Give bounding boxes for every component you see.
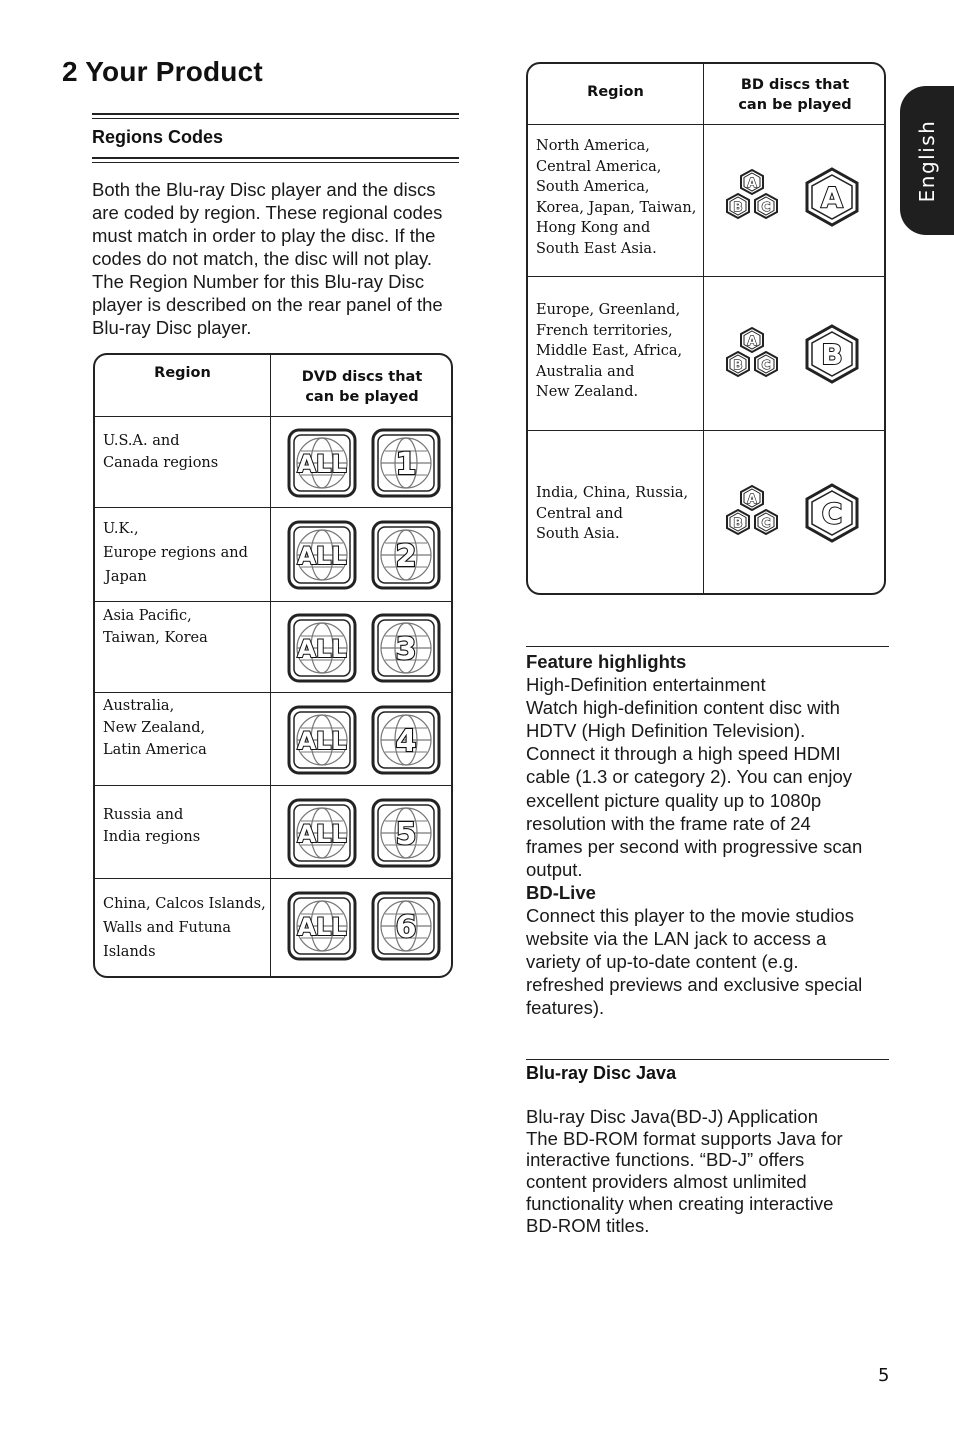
feature-line: resolution with the frame rate of 24 bbox=[526, 812, 811, 834]
bd-multi-code: C bbox=[761, 358, 771, 372]
bd-multi-code: C bbox=[761, 200, 771, 214]
dvd-region-code-icon bbox=[371, 613, 441, 683]
cell-line: Europe, Greenland, bbox=[536, 302, 681, 318]
dvd-col-region-header: Region bbox=[154, 365, 211, 381]
cell-line: Europe regions and bbox=[103, 545, 248, 561]
dvd-region-cell bbox=[103, 695, 207, 761]
java-heading: Blu-ray Disc Java bbox=[526, 1063, 677, 1083]
dvd-region-number: 5 bbox=[395, 817, 417, 852]
java-line: BD-ROM titles. bbox=[526, 1214, 650, 1236]
cell-line: Central and bbox=[536, 505, 623, 522]
table-row-line bbox=[528, 276, 884, 277]
bd-abc-multi-region-icon bbox=[721, 484, 783, 542]
dvd-all-region-icon bbox=[287, 613, 357, 683]
intro-line: must match in order to play the disc. If the bbox=[92, 225, 436, 246]
java-paragraph bbox=[526, 1106, 898, 1236]
cell-line: Taiwan, Korea bbox=[103, 630, 208, 646]
java-line: The BD-ROM format supports Java for bbox=[526, 1127, 843, 1149]
intro-line: player is described on the rear panel of the bbox=[92, 294, 443, 315]
feature-line: HDTV (High Definition Television). bbox=[526, 720, 806, 742]
bd-col-discs-header bbox=[704, 75, 886, 115]
bd-abc-multi-region-icon bbox=[721, 168, 783, 226]
dvd-region-number: 6 bbox=[395, 910, 417, 945]
dvd-all-label: ALL bbox=[297, 913, 347, 941]
bd-col-region-header: Region bbox=[587, 84, 644, 100]
dvd-all-region-icon bbox=[287, 520, 357, 590]
dvd-all-label: ALL bbox=[297, 820, 347, 848]
bd-col-discs-header-line: can be played bbox=[738, 97, 852, 113]
heading-rule-top bbox=[92, 113, 459, 119]
cell-line: South America, bbox=[536, 179, 650, 196]
cell-line: Australia and bbox=[536, 363, 635, 380]
hd-title: High-Definition entertainment bbox=[526, 674, 766, 696]
feature-line: Watch high-definition content disc with bbox=[526, 697, 840, 719]
dvd-region-code-icon bbox=[371, 798, 441, 868]
dvd-region-table bbox=[93, 353, 453, 978]
java-line: functionality when creating interactive bbox=[526, 1192, 834, 1214]
feature-line: cable (1.3 or category 2). You can enjoy bbox=[526, 766, 853, 788]
cell-line: India, China, Russia, bbox=[536, 485, 689, 501]
dvd-all-region-icon bbox=[287, 428, 357, 498]
bd-region-letter: B bbox=[821, 338, 843, 371]
table-column-divider bbox=[270, 355, 271, 976]
dvd-col-discs-header-line: can be played bbox=[305, 389, 419, 405]
cell-line: South East Asia. bbox=[536, 240, 657, 257]
dvd-all-label: ALL bbox=[297, 635, 347, 663]
bd-region-table bbox=[526, 62, 886, 595]
feature-highlights bbox=[526, 650, 898, 1020]
cell-line: French territories, bbox=[536, 322, 673, 339]
dvd-col-discs-header bbox=[271, 367, 453, 407]
bdlive-title: BD-Live bbox=[526, 881, 596, 903]
dvd-all-region-icon bbox=[287, 891, 357, 961]
table-row-line bbox=[95, 692, 451, 693]
regions-intro bbox=[92, 178, 464, 339]
cell-line: U.K., bbox=[103, 521, 139, 537]
java-line: interactive functions. “BD-J” offers bbox=[526, 1149, 805, 1171]
feature-line: variety of up-to-date content (e.g. bbox=[526, 951, 799, 973]
language-label: English bbox=[915, 119, 939, 202]
java-line: Blu-ray Disc Java(BD-J) Application bbox=[526, 1106, 818, 1127]
dvd-region-number: 2 bbox=[395, 539, 417, 574]
dvd-region-number: 1 bbox=[395, 447, 417, 482]
table-row-line bbox=[528, 124, 884, 125]
dvd-all-label: ALL bbox=[297, 727, 347, 755]
dvd-col-discs-header-line: DVD discs that bbox=[301, 369, 423, 385]
cell-line: Central America, bbox=[536, 158, 662, 175]
bd-region-cell bbox=[536, 483, 688, 545]
table-row-line bbox=[95, 416, 451, 417]
cell-line: Russia and bbox=[103, 807, 184, 823]
dvd-region-code-icon bbox=[371, 705, 441, 775]
bd-col-discs-header-line: BD discs that bbox=[740, 77, 850, 93]
cell-line: Canada regions bbox=[103, 455, 219, 471]
dvd-all-label: ALL bbox=[297, 450, 347, 478]
language-tab bbox=[900, 86, 954, 235]
dvd-region-code-icon bbox=[371, 520, 441, 590]
table-row-line bbox=[528, 430, 884, 431]
bd-multi-code: C bbox=[761, 516, 771, 530]
cell-line: South Asia. bbox=[536, 526, 620, 543]
dvd-region-number: 3 bbox=[395, 632, 417, 667]
dvd-all-region-icon bbox=[287, 798, 357, 868]
dvd-region-cell bbox=[103, 430, 218, 474]
cell-line: Korea, Japan, Taiwan, bbox=[536, 199, 697, 216]
cell-line: Hong Kong and bbox=[536, 220, 651, 237]
bd-abc-multi-region-icon bbox=[721, 326, 783, 384]
bd-region-code-icon bbox=[804, 167, 860, 227]
intro-line: Blu-ray Disc player. bbox=[92, 317, 252, 338]
feature-line: excellent picture quality up to 1080p bbox=[526, 789, 822, 811]
dvd-region-cell bbox=[103, 605, 208, 649]
java-line: content providers almost unlimited bbox=[526, 1171, 807, 1193]
page-title: 2 Your Product bbox=[62, 56, 263, 87]
intro-line: are coded by region. These regional codes bbox=[92, 202, 443, 223]
feature-line: Connect this player to the movie studios bbox=[526, 905, 855, 927]
table-row-line bbox=[95, 507, 451, 508]
feature-heading: Feature highlights bbox=[526, 651, 687, 672]
feature-line: website via the LAN jack to access a bbox=[526, 928, 827, 950]
regions-heading: Regions Codes bbox=[92, 127, 224, 147]
cell-line: Australia, bbox=[103, 698, 175, 714]
intro-line: Both the Blu-ray Disc player and the discs bbox=[92, 179, 436, 200]
cell-line: Asia Pacific, bbox=[103, 608, 192, 624]
feature-line: features). bbox=[526, 997, 605, 1019]
cell-line: Walls and Futuna bbox=[103, 920, 232, 936]
table-row-line bbox=[95, 785, 451, 786]
dvd-region-cell bbox=[103, 804, 200, 848]
bd-region-cell bbox=[536, 136, 696, 260]
cell-line: New Zealand. bbox=[536, 384, 639, 401]
cell-line: U.S.A. and bbox=[103, 433, 180, 449]
feature-rule bbox=[526, 646, 889, 647]
bd-multi-code: B bbox=[733, 200, 743, 214]
dvd-all-region-icon bbox=[287, 705, 357, 775]
bd-region-letter: C bbox=[821, 497, 843, 530]
java-rule bbox=[526, 1059, 889, 1060]
cell-line: Japan bbox=[105, 569, 147, 585]
bd-multi-code: B bbox=[733, 516, 743, 530]
dvd-region-code-icon bbox=[371, 891, 441, 961]
dvd-region-code-icon bbox=[371, 428, 441, 498]
cell-line: Islands bbox=[103, 944, 156, 960]
intro-line: The Region Number for this Blu-ray Disc bbox=[92, 271, 425, 292]
table-column-divider bbox=[703, 64, 704, 593]
dvd-all-label: ALL bbox=[297, 542, 347, 570]
cell-line: Latin America bbox=[103, 742, 207, 758]
dvd-region-cell bbox=[103, 517, 248, 589]
page-number: 5 bbox=[878, 1365, 890, 1386]
bd-region-letter: A bbox=[821, 181, 843, 214]
bd-region-cell bbox=[536, 300, 682, 403]
feature-line: refreshed previews and exclusive special bbox=[526, 974, 863, 996]
cell-line: India regions bbox=[103, 829, 201, 845]
cell-line: China, Calcos Islands, bbox=[103, 896, 266, 912]
heading-rule-bottom bbox=[92, 157, 459, 163]
bd-multi-code: B bbox=[733, 358, 743, 372]
cell-line: North America, bbox=[536, 138, 650, 154]
dvd-region-cell bbox=[103, 892, 266, 964]
bd-region-code-icon bbox=[804, 483, 860, 543]
dvd-region-number: 4 bbox=[395, 724, 417, 759]
feature-line: frames per second with progressive scan bbox=[526, 835, 863, 857]
bd-multi-code: A bbox=[747, 176, 757, 190]
bd-region-code-icon bbox=[804, 324, 860, 384]
cell-line: Middle East, Africa, bbox=[536, 343, 683, 360]
table-row-line bbox=[95, 601, 451, 602]
bd-multi-code: A bbox=[747, 334, 757, 348]
feature-line: output. bbox=[526, 858, 583, 880]
intro-line: codes do not match, the disc will not play. bbox=[92, 248, 433, 269]
bd-multi-code: A bbox=[747, 492, 757, 506]
table-row-line bbox=[95, 878, 451, 879]
cell-line: New Zealand, bbox=[103, 720, 206, 736]
feature-line: Connect it through a high speed HDMI bbox=[526, 743, 841, 765]
